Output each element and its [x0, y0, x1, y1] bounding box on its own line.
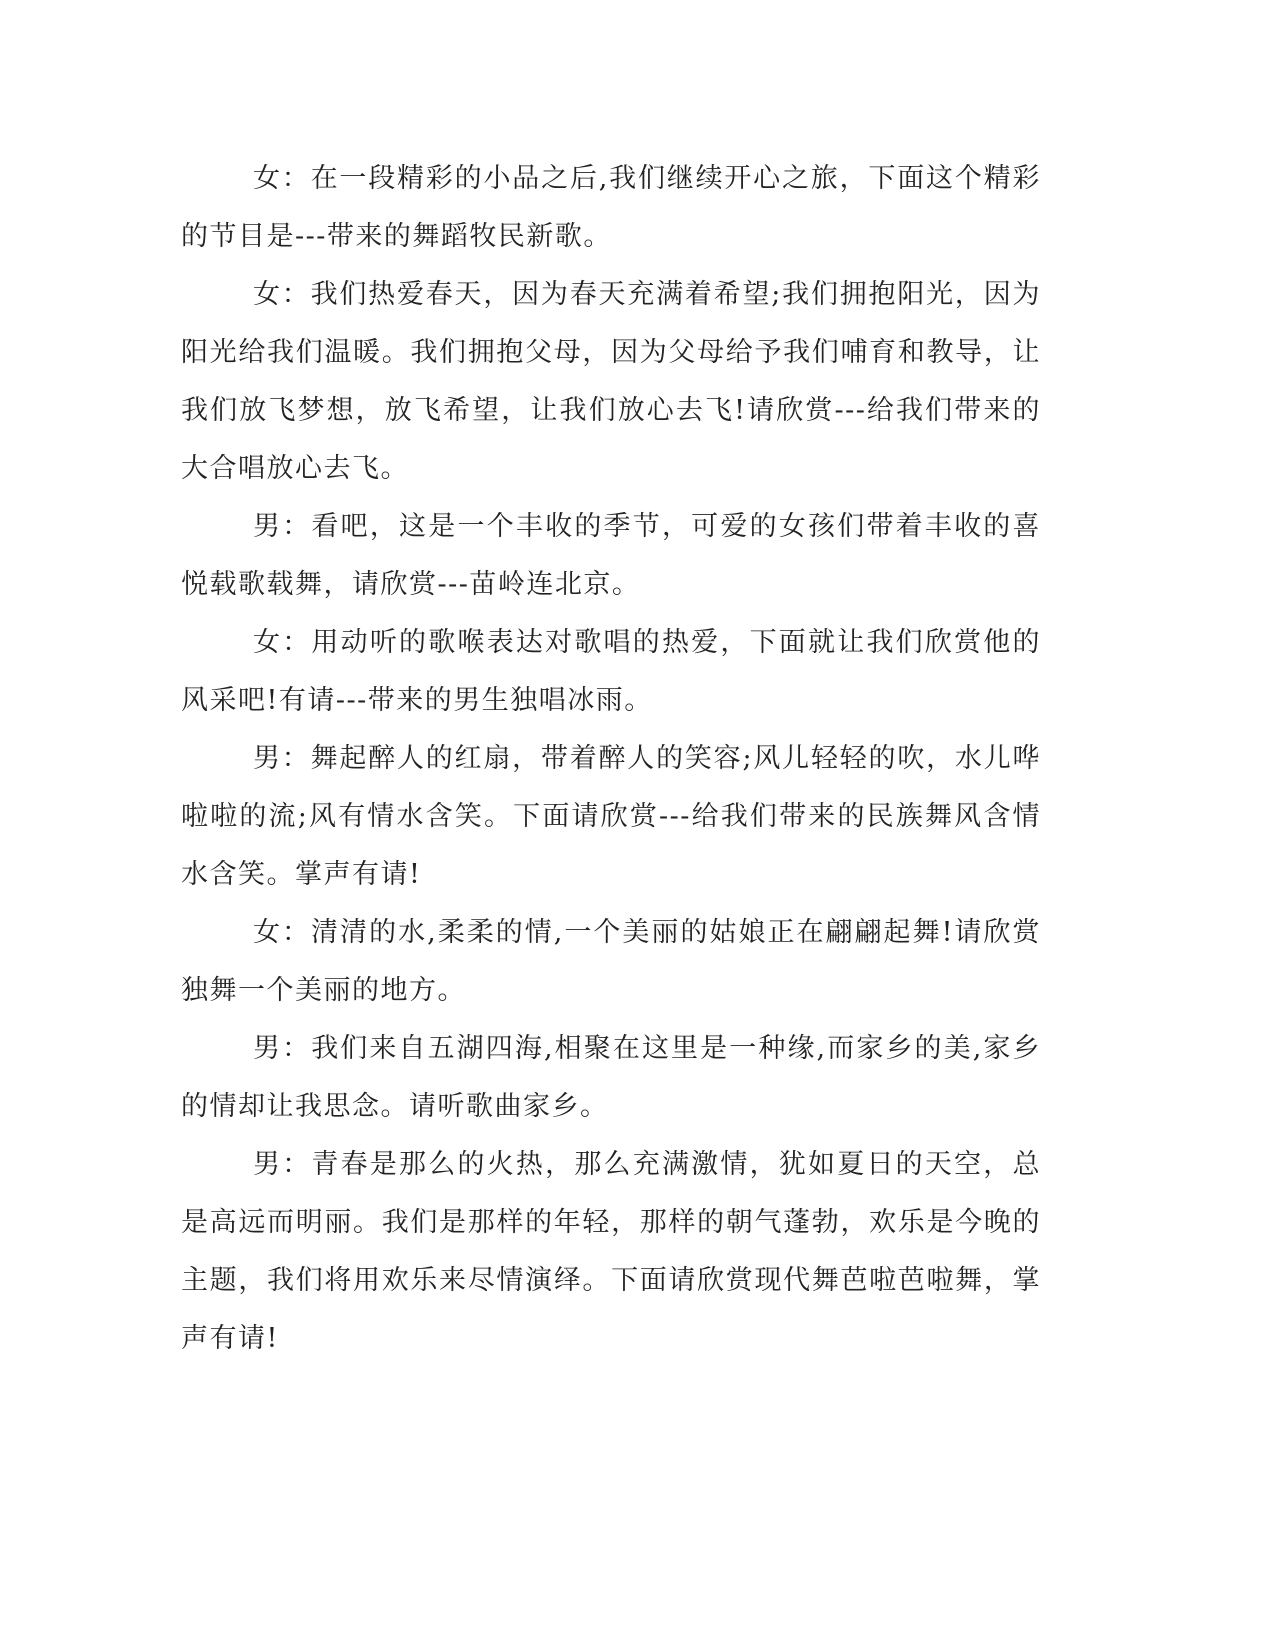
paragraph-1: 女：在一段精彩的小品之后,我们继续开心之旅，下面这个精彩的节目是---带来的舞蹈牧民新歌。 [181, 163, 1041, 252]
paragraph-8: 男：青春是那么的火热，那么充满激情，犹如夏日的天空，总是高远而明丽。我们是那样的年轻，那样的朝气蓬勃，欢乐是今晚的主题，我们将用欢乐来尽情演绎。下面请欣赏现代舞芭啦芭啦舞，掌声有请! [181, 1149, 1041, 1354]
paragraph-4: 女：用动听的歌喉表达对歌唱的热爱，下面就让我们欣赏他的风采吧!有请---带来的男生独唱冰雨。 [181, 627, 1041, 716]
paragraph-5: 男：舞起醉人的红扇，带着醉人的笑容;风儿轻轻的吹，水儿哗啦啦的流;风有情水含笑。下面请欣赏---给我们带来的民族舞风含情水含笑。掌声有请! [181, 743, 1041, 890]
document-body [181, 150, 1041, 1368]
paragraph-7: 男：我们来自五湖四海,相聚在这里是一种缘,而家乡的美,家乡的情却让我思念。请听歌曲家乡。 [181, 1033, 1041, 1122]
paragraph-3: 男：看吧，这是一个丰收的季节，可爱的女孩们带着丰收的喜悦载歌载舞，请欣赏---苗岭连北京。 [181, 511, 1041, 600]
paragraph-6: 女：清清的水,柔柔的情,一个美丽的姑娘正在翩翩起舞!请欣赏独舞一个美丽的地方。 [181, 917, 1041, 1006]
paragraph-2: 女：我们热爱春天，因为春天充满着希望;我们拥抱阳光，因为阳光给我们温暖。我们拥抱父母，因为父母给予我们哺育和教导，让我们放飞梦想，放飞希望，让我们放心去飞!请欣赏---给我们带来的大合唱放心去飞。 [181, 279, 1041, 484]
